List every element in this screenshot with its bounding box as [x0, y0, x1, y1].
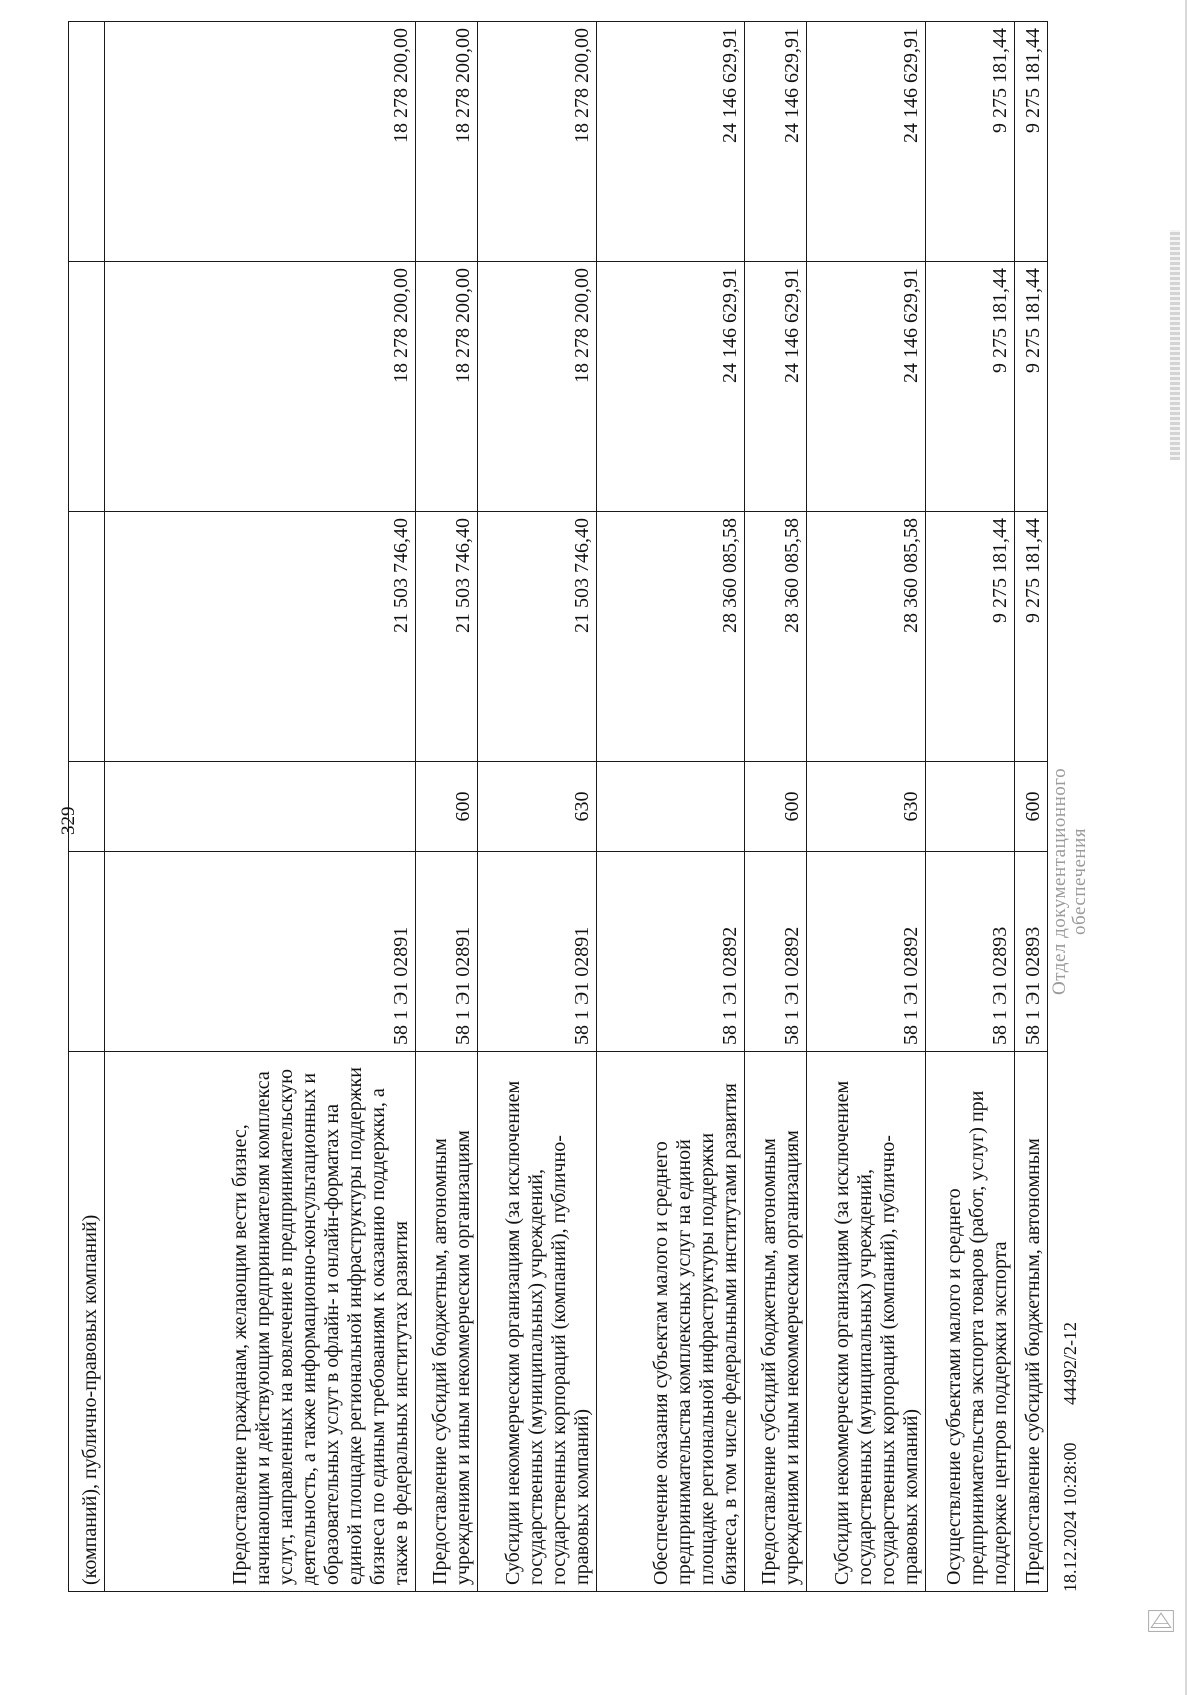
row-code: 58 1 Э1 02891 — [104, 852, 415, 1052]
row-type: 600 — [745, 762, 807, 852]
row-value-1: 9 275 181,44 — [1014, 512, 1047, 762]
row-value-2: 18 278 200,00 — [415, 262, 477, 512]
budget-table — [68, 21, 1048, 1592]
row-code: 58 1 Э1 02891 — [415, 852, 477, 1052]
row-code: 58 1 Э1 02892 — [806, 852, 925, 1052]
table-row — [596, 22, 745, 1592]
row-value-1: 21 503 746,40 — [415, 512, 477, 762]
row-type — [104, 762, 415, 852]
row-value-1: 28 360 085,58 — [806, 512, 925, 762]
table-row — [745, 22, 807, 1592]
row-name: Субсидии некоммерческим организациям (за исключением государственных (муниципальных) учреждений, государственных корпораций (компаний), публично-правовых компаний) — [806, 1052, 925, 1592]
row-name: Предоставление гражданам, желающим вести бизнес, начинающим и действующим предпринимателям комплекса услут, направленных на вовлечение в предпринимательскую деятельность, а также информационно-консультационных и образовательных услут в офлайн- и онлайн-форматах на единой площадке региональной инфраструктуры поддержки бизнеса по единым требованиям к оказанию поддержки, а также в федеральных институтах развития — [104, 1052, 415, 1592]
row-type — [596, 762, 745, 852]
row-value-2: 18 278 200,00 — [104, 262, 415, 512]
row-value-3: 24 146 629,91 — [745, 22, 807, 262]
row-value-1: 28 360 085,58 — [745, 512, 807, 762]
row-name: Субсидии некоммерческим организациям (за исключением государственных (муниципальных) учреждений, государственных корпораций (компаний), публично-правовых компаний) — [477, 1052, 596, 1592]
row-value-2: 9 275 181,44 — [925, 262, 1014, 512]
row-value-3: 9 275 181,44 — [1014, 22, 1047, 262]
row-value-1: 9 275 181,44 — [925, 512, 1014, 762]
row-value-2: 24 146 629,91 — [806, 262, 925, 512]
row-value-2: 18 278 200,00 — [477, 262, 596, 512]
row-name: Осуществление субъектами малого и среднего предпринимательства экспорта товаров (работ, услуг) при поддержке центров поддержки экспорта — [925, 1052, 1014, 1592]
row-name: Предоставление субсидий бюджетным, автономным — [1014, 1052, 1047, 1592]
row-type — [69, 762, 105, 852]
row-code: 58 1 Э1 02893 — [1014, 852, 1047, 1052]
stamp-line-2: обеспечения — [1069, 827, 1090, 935]
row-value-1: 21 503 746,40 — [477, 512, 596, 762]
row-value-3: 24 146 629,91 — [806, 22, 925, 262]
row-name: Предоставление субсидий бюджетным, автономным учреждениям и иным некоммерческим организациям — [415, 1052, 477, 1592]
row-name: Обеспечение оказания субъектам малого и среднего предпринимательства комплексных услуг на единой площадке региональной инфраструктуры поддержки бизнеса, в том числе федеральными институтами развития — [596, 1052, 745, 1592]
row-type — [925, 762, 1014, 852]
table-row — [69, 22, 105, 1592]
table-row — [415, 22, 477, 1592]
row-value-2: 24 146 629,91 — [745, 262, 807, 512]
row-value-1 — [69, 512, 105, 762]
footer-doc-number: 44492/2-12 — [1060, 1322, 1080, 1405]
table-row — [477, 22, 596, 1592]
row-type: 630 — [806, 762, 925, 852]
row-name: (компаний), публично-правовых компаний) — [69, 1052, 105, 1592]
row-type: 600 — [415, 762, 477, 852]
row-code — [69, 852, 105, 1052]
row-value-3: 18 278 200,00 — [415, 22, 477, 262]
department-stamp — [1050, 768, 1090, 995]
row-type: 600 — [1014, 762, 1047, 852]
row-value-2: 9 275 181,44 — [1014, 262, 1047, 512]
row-type: 630 — [477, 762, 596, 852]
row-code: 58 1 Э1 02893 — [925, 852, 1014, 1052]
row-value-3 — [69, 22, 105, 262]
row-value-1: 28 360 085,58 — [596, 512, 745, 762]
row-value-3: 24 146 629,91 — [596, 22, 745, 262]
emblem-icon — [1146, 1598, 1176, 1644]
row-value-3: 18 278 200,00 — [104, 22, 415, 262]
row-value-1: 21 503 746,40 — [104, 512, 415, 762]
row-value-2 — [69, 262, 105, 512]
table-row — [1014, 22, 1047, 1592]
stamp-line-1: Отдел документационного — [1049, 767, 1070, 995]
table-row — [925, 22, 1014, 1592]
row-value-3: 18 278 200,00 — [477, 22, 596, 262]
footer-date: 18.12.2024 10:28:00 — [1060, 1442, 1080, 1592]
row-code: 58 1 Э1 02892 — [596, 852, 745, 1052]
table-row — [104, 22, 415, 1592]
row-name: Предоставление субсидий бюджетным, автономным учреждениям и иным некоммерческим организациям — [745, 1052, 807, 1592]
row-code: 58 1 Э1 02892 — [745, 852, 807, 1052]
row-value-2: 24 146 629,91 — [596, 262, 745, 512]
table-row — [806, 22, 925, 1592]
row-value-3: 9 275 181,44 — [925, 22, 1014, 262]
row-code: 58 1 Э1 02891 — [477, 852, 596, 1052]
page-number: 329 — [58, 806, 79, 835]
